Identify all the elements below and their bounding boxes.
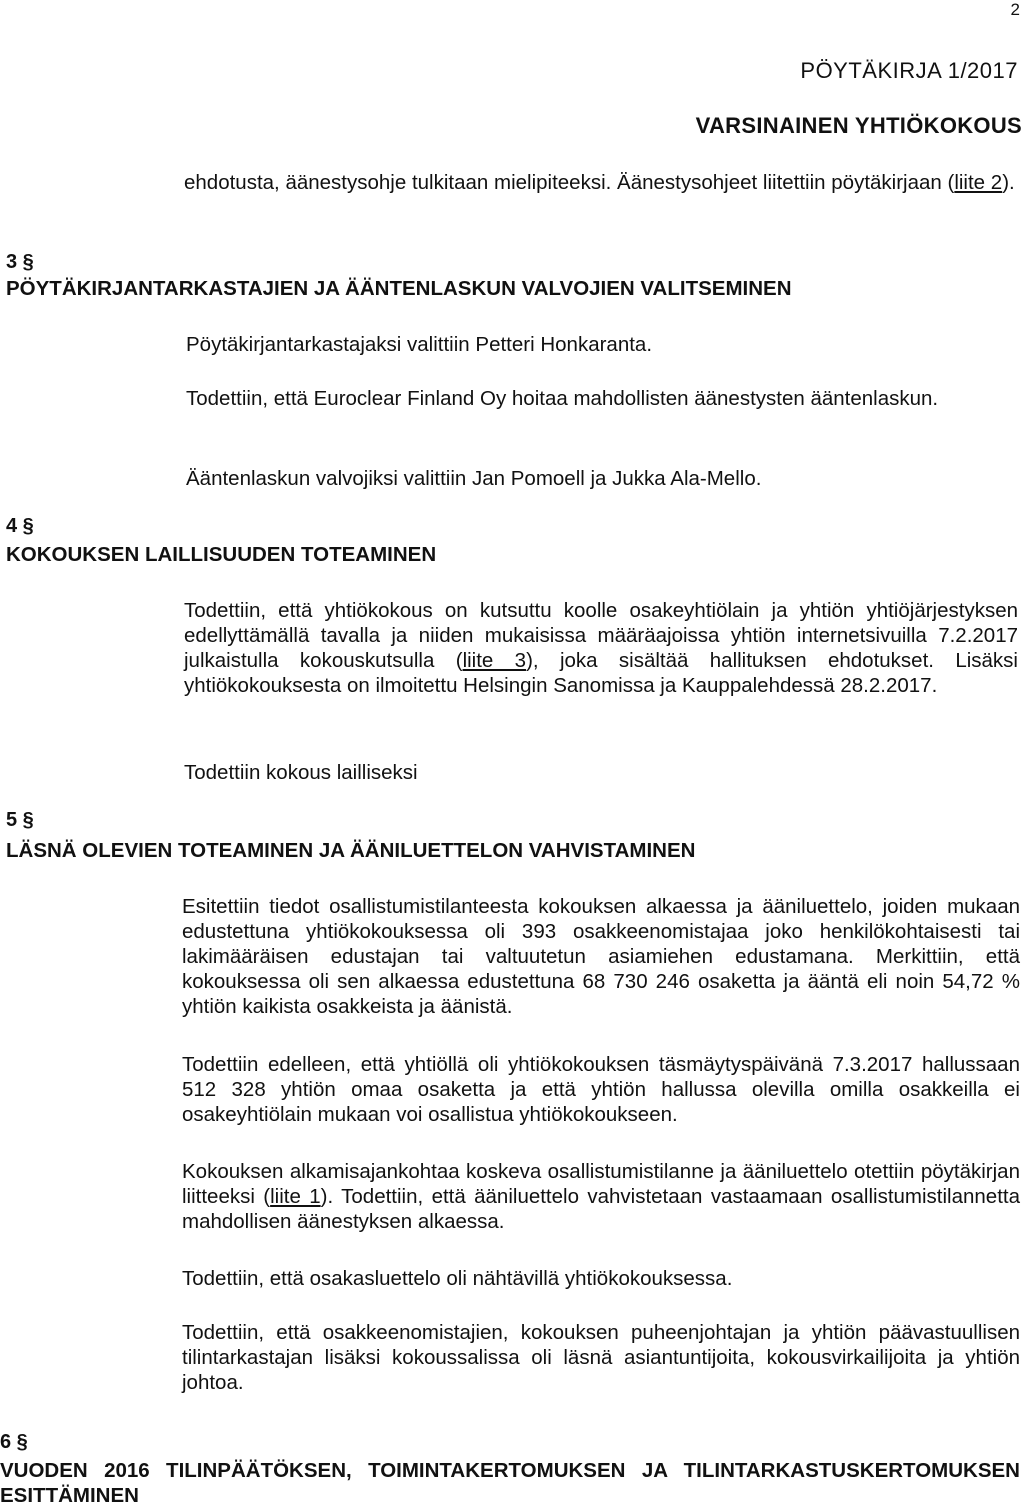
section-5-paragraph-2: Todettiin edelleen, että yhtiöllä oli yhtiökokouksen täsmäytyspäivänä 7.3.2017 hallussaan 512 328 yhtiön omaa osaketta ja että yhtiön hallussa olevilla omilla osakkeilla ei osakeyhtiölain mukaan voi osallistua yhtiökokoukseen. xyxy=(182,1053,1020,1126)
section-4-paragraph-2: Todettiin kokous lailliseksi xyxy=(184,761,418,784)
section-6-number: 6 § xyxy=(0,1431,28,1453)
section-3-paragraph-3: Ääntenlaskun valvojiksi valittiin Jan Pomoell ja Jukka Ala-Mello. xyxy=(186,467,762,490)
section-5-title: LÄSNÄ OLEVIEN TOTEAMINEN JA ÄÄNILUETTELON VAHVISTAMINEN xyxy=(6,839,696,862)
section-3-paragraph-2: Todettiin, että Euroclear Finland Oy hoitaa mahdollisten äänestysten ääntenlaskun. xyxy=(186,387,939,410)
attachment-link-1[interactable]: liite 1 xyxy=(270,1185,321,1208)
attachment-link-3[interactable]: liite 3 xyxy=(462,649,527,672)
section-5-text-b: ). Todettiin, että ääniluettelo vahvistetaan vastaamaan osallistumistilannetta mahdollisen äänestyksen alkaessa. xyxy=(182,1185,1021,1233)
intro-text-a: ehdotusta, äänestysohje tulkitaan mielipiteeksi. Äänestysohjeet liitettiin pöytäkirjaan ( xyxy=(184,171,955,194)
page-number: 2 xyxy=(1010,0,1020,19)
section-3-title: PÖYTÄKIRJANTARKASTAJIEN JA ÄÄNTENLASKUN VALVOJIEN VALITSEMINEN xyxy=(6,277,792,300)
section-4-text-b: ), joka sisältää hallituksen ehdotukset. Lisäksi yhtiökokouksesta on ilmoitettu Helsingin Sanomissa ja Kauppalehdessä 28.2.2017. xyxy=(184,649,1018,697)
section-4-number: 4 § xyxy=(6,515,34,537)
section-5-number: 5 § xyxy=(6,809,34,831)
section-4-text-a: Todettiin, että yhtiökokous on kutsuttu koolle osakeyhtiölain ja yhtiön yhtiöjärjestyksen edellyttämällä tavalla ja niiden mukaisissa määräajoissa yhtiön internetsivuilla 7.2.2017 julkaistulla kokouskutsulla ( xyxy=(184,599,1018,672)
section-3-paragraph-1: Pöytäkirjantarkastajaksi valittiin Petteri Honkaranta. xyxy=(186,333,653,356)
document-type: PÖYTÄKIRJA 1/2017 xyxy=(800,58,1018,83)
section-5-paragraph-4: Todettiin, että osakasluettelo oli nähtävillä yhtiökokouksessa. xyxy=(182,1267,733,1290)
document-subtitle: VARSINAINEN YHTIÖKOKOUS xyxy=(695,113,1022,138)
intro-text-b: ). xyxy=(1002,171,1015,194)
section-5-text-a: Kokouksen alkamisajankohtaa koskeva osallistumistilanne ja ääniluettelo otettiin pöytäkirjan liitteeksi ( xyxy=(182,1160,1020,1208)
section-5-paragraph-1: Esitettiin tiedot osallistumistilanteesta kokouksen alkaessa ja ääniluettelo, joiden mukaan edustettuna yhtiökokouksessa oli 393 osakkeenomistajaa joko henkilökohtaisesti tai lakimääräisen edustajan tai valtuutetun asiamiehen edustamana. Merkittiin, että kokouksessa oli sen alkaessa edustettuna 68 730 246 osaketta ja ääntä eli noin 54,72 % yhtiön kaikista osakkeista ja äänistä. xyxy=(182,895,1020,1018)
section-4-title: KOKOUKSEN LAILLISUUDEN TOTEAMINEN xyxy=(6,543,437,566)
section-4-paragraph-1 xyxy=(184,598,1018,698)
intro-paragraph xyxy=(184,170,1018,195)
section-5-paragraph-3 xyxy=(182,1159,1020,1234)
attachment-link-2[interactable]: liite 2 xyxy=(954,171,1003,194)
section-3-number: 3 § xyxy=(6,251,34,273)
section-5-paragraph-5: Todettiin, että osakkeenomistajien, kokouksen puheenjohtajan ja yhtiön päävastuullisen tilintarkastajan lisäksi kokoussalissa oli läsnä asiantuntijoita, kokousvirkailijoita ja yhtiön johtoa. xyxy=(182,1321,1020,1394)
section-6-title: VUODEN 2016 TILINPÄÄTÖKSEN, TOIMINTAKERTOMUKSEN JA TILINTARKASTUSKERTOMUKSEN ESITTÄMINEN xyxy=(0,1459,1020,1507)
